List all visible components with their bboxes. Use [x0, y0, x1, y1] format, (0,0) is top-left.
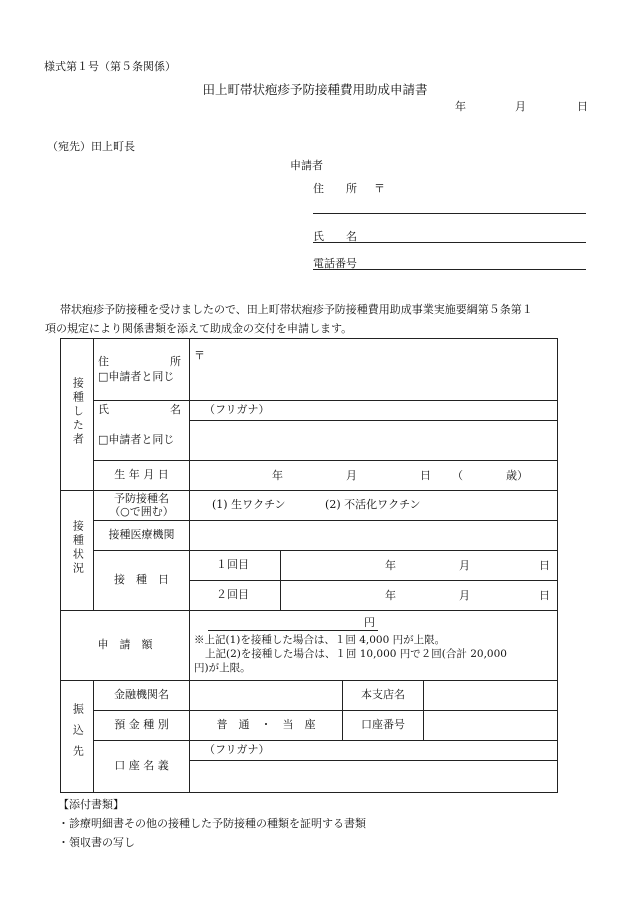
dose1-date-field[interactable] — [281, 551, 558, 581]
branch-field[interactable] — [424, 681, 558, 711]
date-year: 年 — [455, 100, 466, 113]
dob-month: 月 — [346, 468, 357, 482]
dose1-month: 月 — [459, 558, 470, 572]
dose2-day: 日 — [539, 588, 550, 602]
vaccine-name-label: 予防接種名 （○で囲む） — [94, 491, 190, 521]
dob-field[interactable] — [190, 461, 558, 491]
applicant-name-label: 氏 名 — [313, 230, 357, 243]
account-type-options[interactable]: 普 通 ・ 当 座 — [190, 711, 343, 741]
vaccinated-address-field[interactable] — [190, 339, 558, 401]
amount-note-1: ※上記(1)を接種した場合は、１回 4,000 円が上限。 — [194, 634, 446, 646]
body-text-line-2: 項の規定により関係書類を添えて助成金の交付を申請します。 — [45, 322, 353, 335]
account-holder-field[interactable] — [190, 761, 558, 793]
account-holder-label: 口 座 名 義 — [94, 741, 190, 793]
attachment-item: ・領収書の写し — [58, 836, 135, 849]
vaccinated-address-same-checkbox[interactable]: □申請者と同じ — [98, 369, 175, 383]
dose1-year: 年 — [385, 558, 396, 572]
vaccinated-group-label: 接種した者 — [61, 339, 94, 491]
vaccinated-name-same-checkbox[interactable]: □申請者と同じ — [94, 421, 190, 461]
dob-age: 歳） — [506, 468, 528, 482]
vaccinated-postal-mark: 〒 — [194, 349, 205, 362]
vaccine-options — [190, 491, 558, 521]
dose2-label: ２回目 — [190, 581, 281, 611]
account-number-field[interactable] — [424, 711, 558, 741]
account-holder-furigana-field[interactable] — [190, 741, 558, 761]
vaccine-name-note: （○で囲む） — [109, 504, 174, 518]
page-title: 田上町帯状疱疹予防接種費用助成申請書 — [202, 82, 428, 97]
vaccination-date-label: 接 種 日 — [94, 551, 190, 611]
applicant-address-label: 住 所 — [313, 182, 357, 195]
bank-name-label: 金融機関名 — [94, 681, 190, 711]
form-number: 様式第１号（第５条関係） — [44, 60, 176, 73]
vaccinated-name-field[interactable] — [190, 421, 558, 461]
applicant-name-line[interactable] — [313, 242, 586, 243]
applicant-postal-mark: 〒 — [374, 182, 385, 195]
dob-label: 生 年 月 日 — [94, 461, 190, 491]
account-holder-furigana-label: （フリガナ） — [204, 743, 270, 757]
vaccinated-name-label: 氏 名 — [94, 401, 190, 421]
applicant-address-line[interactable] — [313, 213, 586, 214]
date-month: 月 — [515, 100, 526, 113]
branch-label: 本支店名 — [343, 681, 424, 711]
account-number-label: 口座番号 — [343, 711, 424, 741]
dob-age-open: （ — [452, 468, 463, 482]
amount-unit: 円 — [364, 616, 375, 629]
bank-group-label: 振込先 — [61, 681, 94, 793]
dob-year: 年 — [272, 468, 283, 482]
applicant-phone-label: 電話番号 — [313, 257, 357, 270]
attachments-heading: 【添付書類】 — [58, 798, 124, 811]
applicant-phone-line[interactable] — [313, 269, 586, 270]
dose2-year: 年 — [385, 588, 396, 602]
vaccine-option-live[interactable]: (1) 生ワクチン — [212, 498, 286, 512]
body-text-line-1: 帯状疱疹予防接種を受けましたので、田上町帯状疱疹予防接種費用助成事業実施要綱第５条第１ — [60, 303, 533, 316]
status-group-label: 接種状況 — [61, 491, 94, 611]
amount-note-3: 円)が上限。 — [194, 662, 251, 675]
dose1-label: １回目 — [190, 551, 281, 581]
amount-line[interactable] — [208, 630, 378, 631]
dob-day: 日 — [420, 468, 431, 482]
dose2-month: 月 — [459, 588, 470, 602]
account-type-label: 預 金 種 別 — [94, 711, 190, 741]
attachment-item: ・診療明細書その他の接種した予防接種の種類を証明する書類 — [58, 817, 366, 830]
vaccinated-address-label-cell — [94, 339, 190, 401]
addressee: （宛先）田上町長 — [47, 140, 135, 153]
institution-field[interactable] — [190, 521, 558, 551]
institution-label: 接種医療機関 — [94, 521, 190, 551]
applicant-heading: 申請者 — [290, 159, 323, 172]
vaccine-option-inactivated[interactable]: (2) 不活化ワクチン — [325, 498, 421, 512]
dose1-day: 日 — [539, 558, 550, 572]
dose2-date-field[interactable] — [281, 581, 558, 611]
vaccinated-address-label: 住 所 — [98, 354, 181, 368]
amount-note-2: 上記(2)を接種した場合は、１回 10,000 円で２回(合計 20,000 — [205, 648, 507, 661]
date-day: 日 — [577, 100, 588, 113]
amount-label: 申 請 額 — [61, 611, 190, 681]
amount-field[interactable] — [190, 611, 558, 681]
vaccinated-furigana-field[interactable] — [190, 401, 558, 421]
vaccinated-furigana-label: （フリガナ） — [204, 403, 270, 417]
application-form-table — [60, 338, 558, 793]
bank-name-field[interactable] — [190, 681, 343, 711]
